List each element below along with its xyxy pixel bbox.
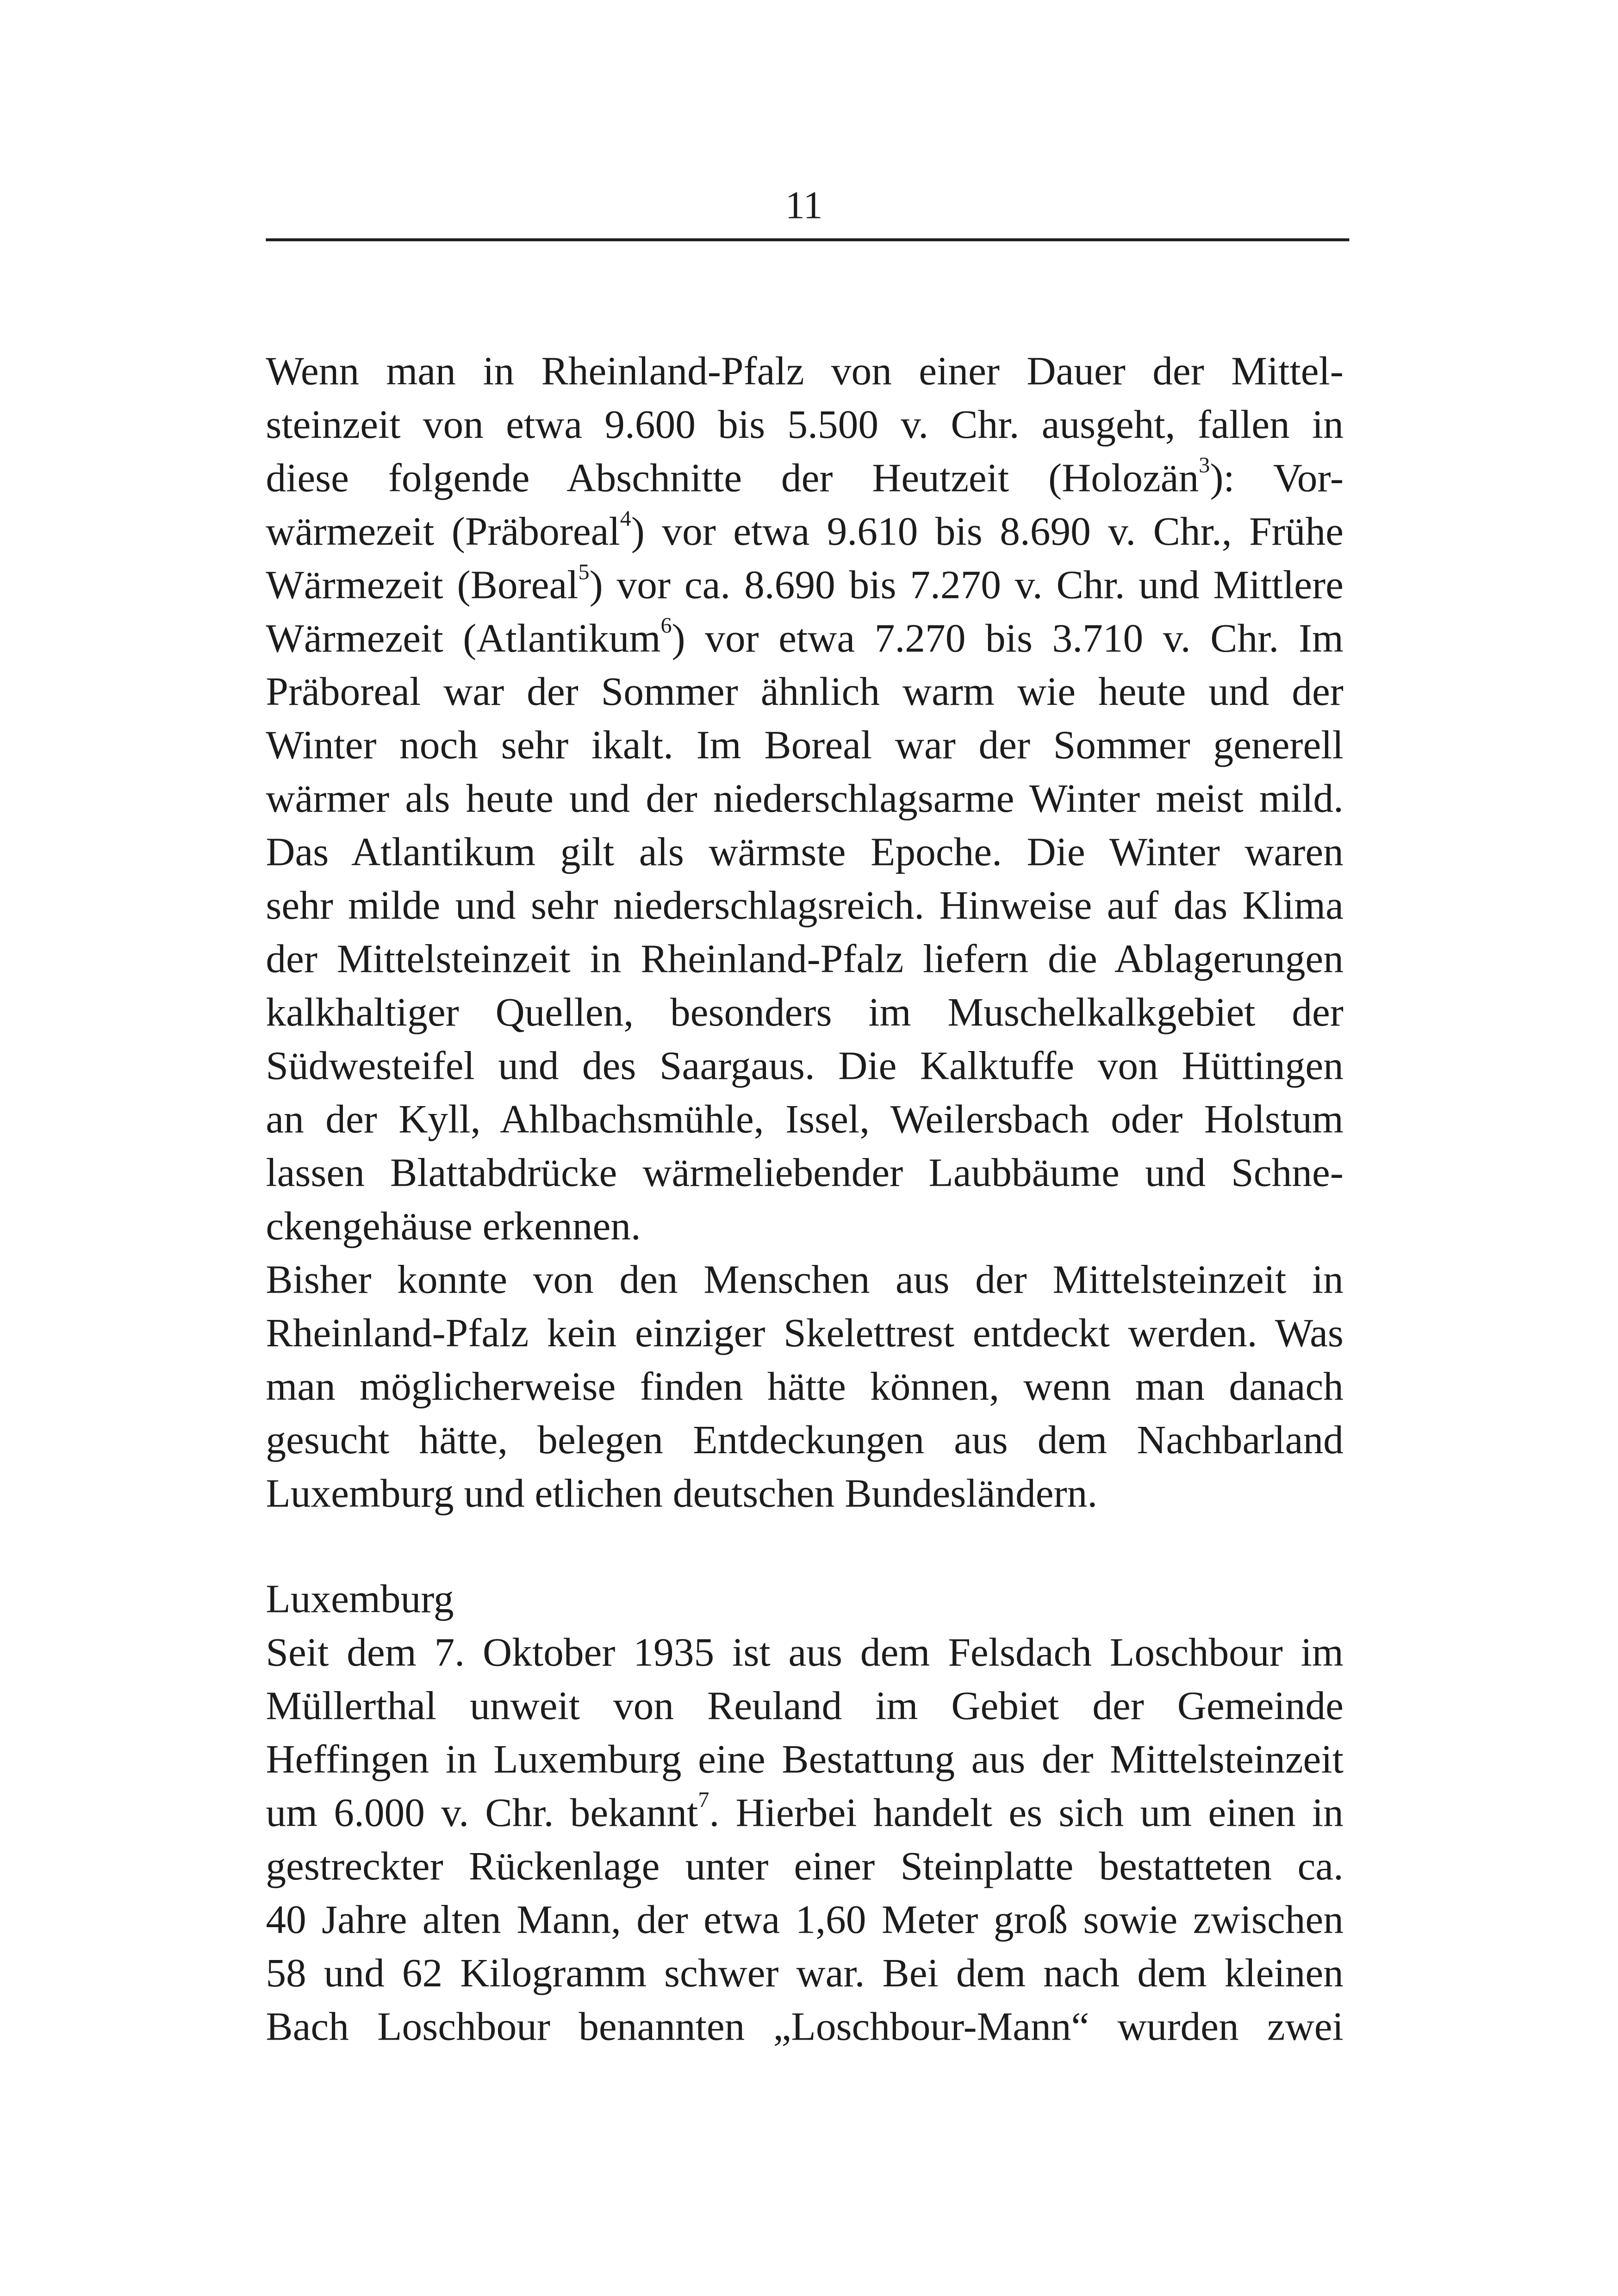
text-segment: um 6.000 v. Chr. bekannt <box>266 1791 698 1836</box>
text-segment: 58 und 62 Kilogramm schwer war. Bei dem nach dem kleinen <box>266 1952 1344 1997</box>
text-segment: Wärmezeit (Atlantikum <box>266 616 661 662</box>
text-line <box>266 881 1344 936</box>
text-segment: wärmezeit (Präboreal <box>266 510 620 555</box>
text-segment: Müllerthal unweit von Reuland im Gebiet der Gemeinde <box>266 1684 1344 1730</box>
text-line <box>266 1362 1344 1417</box>
text-line <box>266 614 1344 669</box>
text-line <box>266 1309 1344 1364</box>
text-line <box>266 1202 641 1257</box>
text-segment: diese folgende Abschnitte der Heutzeit (Holozän <box>266 456 1199 502</box>
text-segment: Präboreal war der Sommer ähnlich warm wie heute und der <box>266 670 1344 716</box>
text-line <box>266 1842 1344 1897</box>
text-segment: Das Atlantikum gilt als wärmste Epoche. Die Winter waren <box>266 830 1344 876</box>
text-line <box>266 507 1344 562</box>
text-segment: ) vor etwa 7.270 bis 3.710 v. Chr. Im <box>672 616 1344 662</box>
text-segment: Winter noch sehr ikalt. Im Boreal war der Sommer generell <box>266 723 1344 769</box>
page-number: 11 <box>785 183 823 227</box>
text-segment: Bach Loschbour benannten „Loschbour-Mann“ wurden zwei <box>266 2005 1344 2050</box>
footnote-marker: 5 <box>578 560 590 585</box>
text-line <box>266 2002 1344 2057</box>
footnote-marker: 7 <box>698 1788 709 1813</box>
text-line <box>266 1788 1344 1843</box>
text-line <box>266 400 1344 455</box>
text-line <box>266 1469 1097 1524</box>
text-segment: Seit dem 7. Oktober 1935 ist aus dem Felsdach Loschbour im <box>266 1631 1344 1676</box>
text-line <box>266 1735 1344 1790</box>
footnote-marker: 4 <box>620 507 631 532</box>
text-segment: Luxemburg und etlichen deutschen Bundesländern. <box>266 1472 1098 1517</box>
footnote-marker: 3 <box>1199 453 1210 478</box>
text-segment: sehr milde und sehr niederschlagsreich. Hinweise auf das Klima <box>266 884 1344 929</box>
text-segment: man möglicherweise finden hätte können, wenn man danach <box>266 1365 1344 1410</box>
text-line <box>266 560 1344 616</box>
text-segment: gesucht hätte, belegen Entdeckungen aus dem Nachbarland <box>266 1419 1344 1463</box>
text-line <box>266 347 1344 402</box>
text-line <box>266 667 1344 722</box>
text-line <box>266 1895 1344 1950</box>
text-line <box>266 935 1344 990</box>
text-line <box>266 721 1344 776</box>
text-segment: Wärmezeit (Boreal <box>266 563 579 609</box>
text-segment: Südwesteifel und des Saargaus. Die Kalktuffe von Hüttingen <box>266 1044 1344 1089</box>
text-line <box>266 988 1344 1043</box>
section-heading <box>266 1574 454 1630</box>
text-line <box>266 1416 1344 1471</box>
text-segment: steinzeit von etwa 9.600 bis 5.500 v. Chr. ausgeht, fallen in <box>266 403 1344 448</box>
text-segment: kalkhaltiger Quellen, besonders im Muschelkalkgebiet der <box>266 991 1344 1036</box>
footnote-marker: 6 <box>660 614 672 639</box>
text-segment: Luxemburg <box>266 1577 454 1623</box>
text-segment: . Hierbei handelt es sich um einen in <box>709 1791 1344 1836</box>
text-segment: der Mittelsteinzeit in Rheinland-Pfalz liefern die Ablagerungen <box>266 937 1344 983</box>
text-line <box>266 1149 1344 1204</box>
text-segment: Heffingen in Luxemburg eine Bestattung aus der Mittelsteinzeit <box>266 1738 1344 1783</box>
text-line <box>266 1949 1344 2004</box>
text-segment: gestreckter Rückenlage unter einer Steinplatte bestatteten ca. <box>266 1845 1344 1890</box>
text-line <box>266 828 1344 883</box>
text-segment: lassen Blattabdrücke wärmeliebender Laubbäume und Schne- <box>266 1151 1344 1196</box>
text-line <box>266 774 1344 829</box>
text-line <box>266 1681 1344 1736</box>
text-segment: Wenn man in Rheinland-Pfalz von einer Dauer der Mittel- <box>266 349 1344 395</box>
text-segment: Bisher konnte von den Menschen aus der Mittelsteinzeit in <box>266 1258 1344 1303</box>
text-segment: ) vor etwa 9.610 bis 8.690 v. Chr., Frühe <box>631 510 1344 555</box>
text-line <box>266 454 1344 509</box>
text-segment: wärmer als heute und der niederschlagsarme Winter meist mild. <box>266 777 1344 822</box>
text-segment: an der Kyll, Ahlbachsmühle, Issel, Weilersbach oder Holstum <box>266 1098 1344 1143</box>
text-segment: ckengehäuse erkennen. <box>266 1205 641 1250</box>
text-line <box>266 1042 1344 1097</box>
header-rule <box>266 238 1349 241</box>
text-segment: Rheinland-Pfalz kein einziger Skelettrest entdeckt werden. Was <box>266 1312 1344 1356</box>
text-line <box>266 1628 1344 1683</box>
text-segment: 40 Jahre alten Mann, der etwa 1,60 Meter groß sowie zwischen <box>266 1898 1344 1943</box>
text-line <box>266 1095 1344 1150</box>
text-line <box>266 1255 1344 1310</box>
text-segment: ): Vor- <box>1210 456 1344 502</box>
text-segment: ) vor ca. 8.690 bis 7.270 v. Chr. und Mittlere <box>589 563 1344 609</box>
